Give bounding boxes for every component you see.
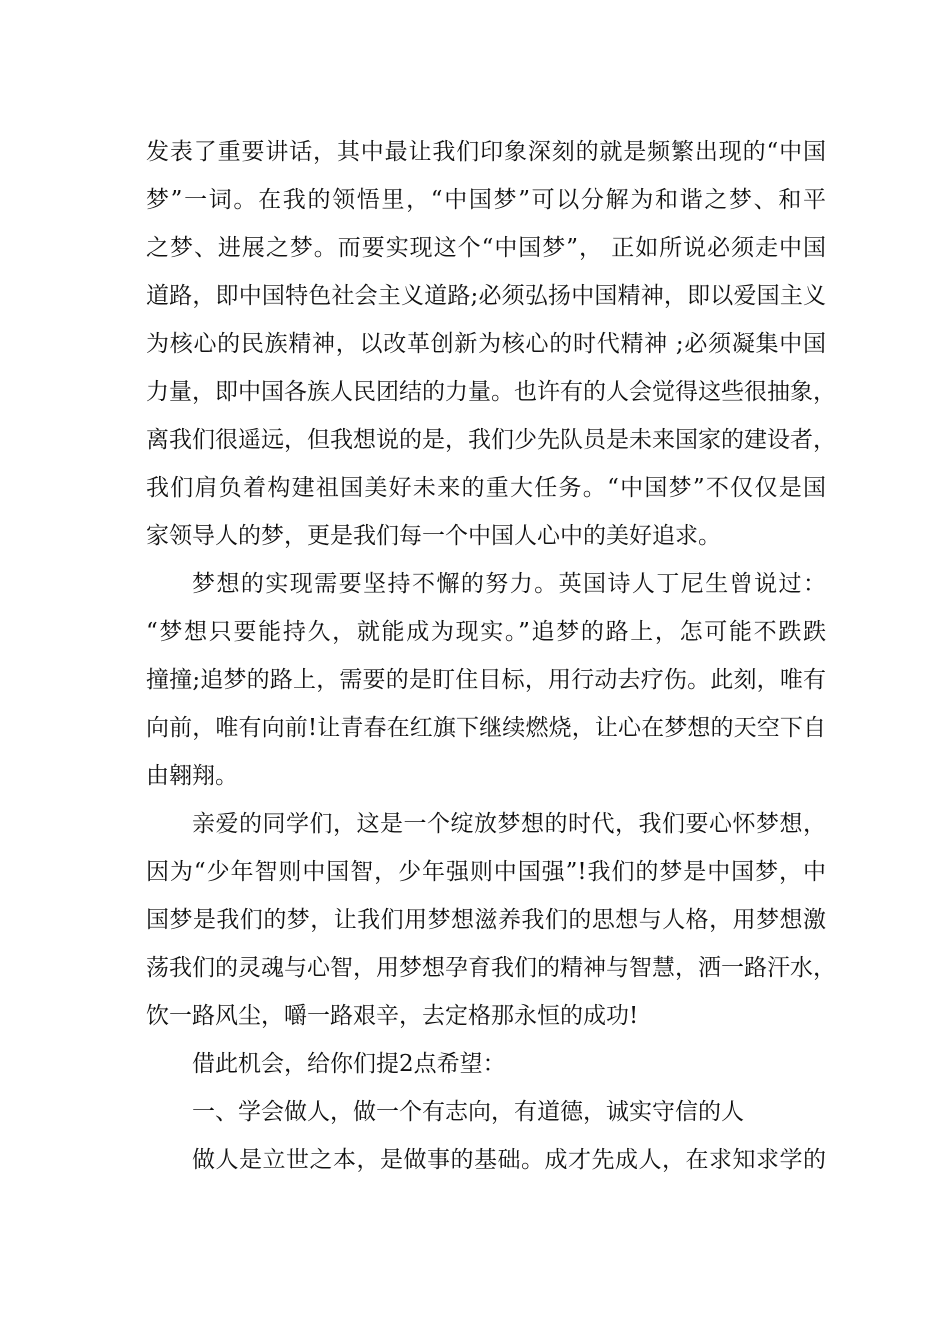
text-line: 向前，唯有向前!让青春在红旗下继续燃烧，让心在梦想的天空下自 (146, 715, 826, 741)
text-line: 荡我们的灵魂与心智，用梦想孕育我们的精神与智慧，洒一路汗水， (146, 955, 836, 981)
text-line: 家领导人的梦，更是我们每一个中国人心中的美好追求。 (146, 523, 721, 549)
text-line: 国梦是我们的梦，让我们用梦想滋养我们的思想与人格，用梦想激 (146, 907, 826, 933)
text-line: 由翱翔。 (146, 763, 238, 789)
text-line: 力量，即中国各族人民团结的力量。也许有的人会觉得这些很抽象， (146, 379, 836, 405)
text-line: 发表了重要讲话，其中最让我们印象深刻的就是频繁出现的“中国 (146, 139, 826, 165)
body-text (146, 128, 836, 1184)
paragraph-first-line: 亲爱的同学们，这是一个绽放梦想的时代，我们要心怀梦想， (192, 811, 826, 837)
paragraph-first-line: 做人是立世之本，是做事的基础。成才先成人，在求知求学的 (192, 1147, 826, 1173)
text-line: “梦想只要能持久，就能成为现实。”追梦的路上，怎可能不跌跌 (146, 619, 826, 645)
text-line: 撞撞;追梦的路上，需要的是盯住目标，用行动去疗伤。此刻，唯有 (146, 667, 826, 693)
text-line: 之梦、进展之梦。而要实现这个“中国梦”， 正如所说必须走中国 (146, 235, 826, 261)
text-line: 道路，即中国特色社会主义道路;必须弘扬中国精神，即以爱国主义 (146, 283, 826, 309)
text-line: 梦”一词。在我的领悟里，“中国梦”可以分解为和谐之梦、和平 (146, 187, 826, 213)
text-line: 我们肩负着构建祖国美好未来的重大任务。“中国梦”不仅仅是国 (146, 475, 826, 501)
text-line: 为核心的民族精神，以改革创新为核心的时代精神 ;必须凝集中国 (146, 331, 826, 357)
text-line: 离我们很遥远，但我想说的是，我们少先队员是未来国家的建设者， (146, 427, 836, 453)
paragraph-first-line: 梦想的实现需要坚持不懈的努力。英国诗人丁尼生曾说过： (192, 571, 826, 597)
text-line: 饮一路风尘，嚼一路艰辛，去定格那永恒的成功! (146, 1003, 639, 1029)
section-heading: 一、学会做人，做一个有志向，有道德，诚实守信的人 (192, 1099, 744, 1125)
text-line: 因为“少年智则中国智，少年强则中国强”!我们的梦是中国梦，中 (146, 859, 826, 885)
paragraph-first-line: 借此机会，给你们提2点希望： (192, 1051, 506, 1077)
